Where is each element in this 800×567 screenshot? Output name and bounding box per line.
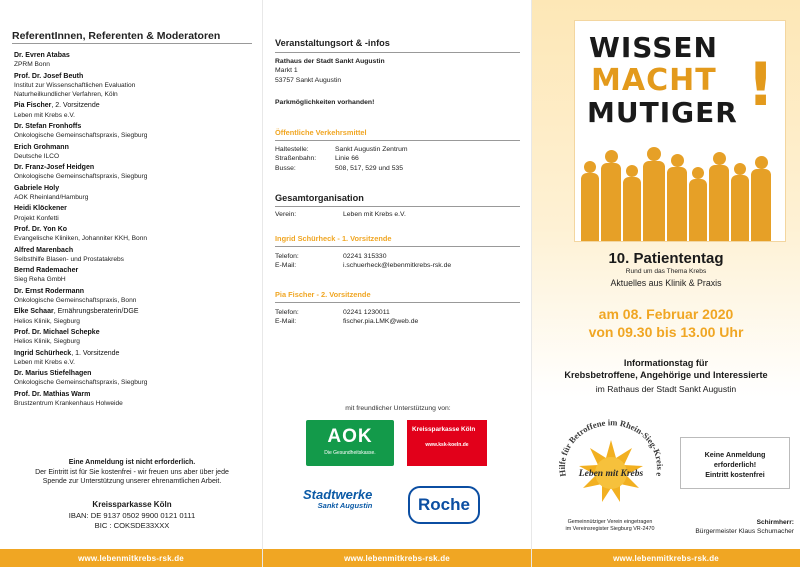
speaker-affiliation: Sieg Reha GmbH <box>14 276 66 284</box>
silhouette <box>601 163 621 241</box>
speaker-name-bold: Dr. Franz-Josef Heidgen <box>14 164 95 172</box>
parking-note: Parkmöglichkeiten vorhanden! <box>275 99 375 106</box>
speaker-name <box>14 369 254 378</box>
speaker-affiliation: Projekt Konfetti <box>14 214 59 222</box>
info-row <box>275 261 451 270</box>
bank-name: Kreissparkasse Köln <box>92 500 172 509</box>
stadtwerke-logo-subtitle: Sankt Augustin <box>317 501 373 510</box>
speaker-name-bold: Prof. Dr. Mathias Warm <box>14 390 91 398</box>
info-key: Telefon: <box>275 309 299 316</box>
speaker-affiliation: Helios Klinik, Siegburg <box>14 317 80 325</box>
speaker-role: , 2. Vorsitzende <box>51 102 100 110</box>
aok-logo-subtitle: Die Gesundheitskasse. <box>324 450 376 456</box>
info-row <box>275 164 408 173</box>
divider <box>275 52 520 53</box>
silhouette <box>734 163 746 175</box>
speaker-name <box>14 143 254 152</box>
event-time: von 09.30 bis 13.00 Uhr <box>588 324 744 340</box>
speaker-role: , Ernährungsberaterin/DGE <box>53 308 139 316</box>
info-key: Haltestelle: <box>275 146 309 153</box>
speaker-name <box>14 246 254 255</box>
silhouette <box>667 167 687 241</box>
speaker-name-bold: Alfred Marenbach <box>14 246 74 254</box>
event-subtitle: Rund um das Thema Krebs <box>625 268 707 275</box>
venue-address <box>275 57 385 85</box>
speaker-name-bold: Erich Grohmann <box>14 143 69 151</box>
aok-logo-text: AOK <box>327 426 373 447</box>
event-date: am 08. Februar 2020 <box>598 306 734 322</box>
venue-street: Markt 1 <box>275 67 298 75</box>
logo-exclamation: ! <box>747 50 776 120</box>
footer-url[interactable] <box>263 549 531 567</box>
contact2-title: Pia Fischer - 2. Vorsitzende <box>275 290 371 299</box>
contact2-table <box>275 308 418 327</box>
venue-panel <box>262 0 532 567</box>
organization-row <box>275 210 406 219</box>
contact1-table <box>275 252 451 271</box>
no-registration-line: Eintritt kostenfrei <box>705 470 765 479</box>
info-value: 02241 315330 <box>343 253 387 260</box>
info-value: 02241 1230011 <box>343 309 390 316</box>
roche-logo[interactable] <box>408 486 480 524</box>
speaker-name-bold: Dr. Evren Atabas <box>14 52 70 59</box>
verein-note-line: Gemeinnütziger Verein eingetragen <box>567 519 653 525</box>
speaker-name-bold: Dr. Stefan Fronhoffs <box>14 122 82 130</box>
silhouette <box>584 161 596 173</box>
speaker-affiliation: Onkologische Gemeinschaftspraxis, Siegburg <box>14 173 148 181</box>
speaker-entry <box>14 51 254 69</box>
silhouette <box>623 177 641 241</box>
speaker-list <box>14 51 254 410</box>
silhouette <box>581 173 599 241</box>
no-registration-line: Keine Anmeldung <box>704 450 766 459</box>
silhouette <box>755 156 768 169</box>
speaker-affiliation: Onkologische Gemeinschaftspraxis, Siegburg <box>14 132 148 140</box>
info-row <box>275 145 408 154</box>
speaker-entry <box>14 287 254 305</box>
bic: BIC : COKSDE33XXX <box>94 521 170 530</box>
info-value: fischer.pia.LMK@web.de <box>343 318 419 326</box>
speakers-panel <box>0 0 262 567</box>
bank-details <box>8 500 256 532</box>
speaker-name <box>14 163 254 172</box>
speaker-affiliation: AOK Rheinland/Hamburg <box>14 193 89 201</box>
speaker-name-bold: Gabriele Holy <box>14 184 60 192</box>
info-title-line: Krebsbetroffene, Angehörige und Interessierte <box>564 370 768 380</box>
transit-table <box>275 145 408 173</box>
speaker-entry <box>14 101 254 119</box>
speaker-affiliation: Selbsthilfe Blasen- und Prostatakrebs <box>14 255 124 263</box>
speaker-name <box>14 266 254 275</box>
info-value: Sankt Augustin Zentrum <box>335 146 408 153</box>
organization-title: Gesamtorganisation <box>275 193 364 203</box>
registration-note <box>8 458 256 487</box>
divider <box>275 140 520 141</box>
info-key: E-Mail: <box>275 262 297 270</box>
info-row <box>275 154 408 163</box>
info-value: 508, 517, 529 und 535 <box>335 164 404 172</box>
divider <box>275 302 520 303</box>
silhouette <box>671 154 684 167</box>
speaker-entry <box>14 184 254 202</box>
speaker-affiliation: Deutsche ILCO <box>14 152 60 160</box>
info-value: Linie 66 <box>335 155 359 163</box>
silhouette <box>689 179 707 241</box>
stadtwerke-logo-text: Stadtwerke <box>303 487 373 502</box>
speaker-entry <box>14 349 254 367</box>
speaker-affiliation: Naturheilkundlicher Verfahren, Köln <box>14 91 118 98</box>
registration-note-line: Der Eintritt ist für Sie kostenfrei - wir freuen uns aber über jede <box>35 468 229 476</box>
transit-title: Öffentliche Verkehrsmittel <box>275 128 367 137</box>
speaker-name-bold: Dr. Ernst Rodermann <box>14 287 85 295</box>
event-title: 10. Patiententag <box>608 250 724 267</box>
info-row <box>275 252 451 261</box>
registration-note-line: Spende zur Unterstützung unserer ehrenamtlichen Arbeit. <box>42 478 222 485</box>
speaker-name <box>14 328 254 337</box>
footer-url-text: www.lebenmitkrebs-rsk.de <box>613 553 719 563</box>
speaker-affiliation: ZPRM Bonn <box>14 61 50 69</box>
no-registration-box <box>680 437 790 489</box>
sponsor-title: mit freundlicher Unterstützung von: <box>345 405 451 412</box>
silhouette <box>605 150 618 163</box>
speaker-name <box>14 225 254 234</box>
info-key: Busse: <box>275 164 296 172</box>
speaker-entry <box>14 122 254 140</box>
cover-panel <box>532 0 800 567</box>
logo-line-1: WISSEN <box>589 31 718 64</box>
silhouette <box>692 167 704 179</box>
info-value: i.schuerheck@lebenmitkrebs-rsk.de <box>343 262 452 270</box>
patron <box>664 518 794 536</box>
venue-name: Rathaus der Stadt Sankt Augustin <box>275 58 385 65</box>
patron-title: Schirmherr: <box>756 519 794 526</box>
roche-logo-text: Roche <box>418 495 470 514</box>
info-row <box>275 317 418 326</box>
footer-url[interactable] <box>532 549 800 567</box>
speaker-name <box>14 72 254 81</box>
speaker-name-bold: Pia Fischer <box>14 102 52 110</box>
people-silhouettes <box>575 141 787 241</box>
speaker-affiliation: Onkologische Gemeinschaftspraxis, Siegburg <box>14 379 148 387</box>
speaker-name <box>14 349 254 358</box>
verein-arc-text: Hilfe für Betroffene im Rhein-Sieg-Kreis e <box>556 418 666 478</box>
speaker-entry <box>14 163 254 181</box>
speaker-name <box>14 307 254 316</box>
silhouette <box>643 161 665 241</box>
silhouette <box>647 147 661 161</box>
speakers-title: ReferentInnen, Referenten & Moderatoren <box>12 30 221 42</box>
speaker-affiliation: Institut zur Wissenschaftlichen Evaluation <box>14 81 136 89</box>
footer-url-text: www.lebenmitkrebs-rsk.de <box>78 553 184 563</box>
speaker-entry <box>14 143 254 161</box>
speaker-name-bold: Bernd Rademacher <box>14 267 79 275</box>
verein-note-line: im Vereinsregister Siegburg VR-2470 <box>565 526 655 532</box>
wissen-macht-mutiger-logo <box>574 20 786 242</box>
registration-note-title: Eine Anmeldung ist nicht erforderlich. <box>68 459 196 466</box>
leben-mit-krebs-logo <box>546 418 676 518</box>
divider <box>12 43 252 44</box>
speaker-entry <box>14 246 254 264</box>
speaker-entry <box>14 307 254 325</box>
event-subtitle-2: Aktuelles aus Klinik & Praxis <box>610 278 722 288</box>
speaker-name <box>14 51 254 60</box>
divider <box>275 246 520 247</box>
info-key: Straßenbahn: <box>275 155 317 163</box>
speaker-affiliation: Leben mit Krebs e.V. <box>14 358 75 366</box>
speaker-name-bold: Ingrid Schürheck <box>14 349 72 357</box>
aok-logo[interactable] <box>306 420 394 466</box>
silhouette <box>709 165 729 241</box>
speaker-name <box>14 122 254 131</box>
speaker-affiliation: Evangelische Kliniken, Johanniter KKH, Bonn <box>14 235 148 243</box>
no-registration-line: erforderlich! <box>713 460 757 469</box>
footer-url-text: www.lebenmitkrebs-rsk.de <box>344 553 450 563</box>
venue-title: Veranstaltungsort & -infos <box>275 38 390 48</box>
footer-url[interactable] <box>0 549 262 567</box>
speaker-entry <box>14 266 254 284</box>
speaker-name <box>14 390 254 399</box>
kreissparkasse-url: www.ksk-koeln.de <box>425 442 469 448</box>
divider <box>275 206 520 207</box>
speaker-entry <box>14 369 254 387</box>
verein-register-note <box>536 519 684 533</box>
speaker-entry <box>14 390 254 408</box>
logo-line-2: MACHT <box>591 63 717 98</box>
speaker-name <box>14 101 254 110</box>
venue-city: 53757 Sankt Augustin <box>275 76 342 84</box>
verein-center-text: Leben mit Krebs <box>578 469 644 479</box>
patron-name: Bürgermeister Klaus Schumacher <box>695 528 794 535</box>
speaker-name <box>14 204 254 213</box>
speaker-entry <box>14 328 254 346</box>
speaker-entry <box>14 72 254 100</box>
speaker-affiliation: Onkologische Gemeinschaftspraxis, Bonn <box>14 296 137 304</box>
info-subtitle: im Rathaus der Stadt Sankt Augustin <box>595 384 737 394</box>
speaker-affiliation: Helios Klinik, Siegburg <box>14 338 80 346</box>
info-key: E-Mail: <box>275 318 297 326</box>
org-key: Verein: <box>275 211 297 218</box>
silhouette <box>751 169 771 241</box>
speaker-name-bold: Dr. Marius Stiefelhagen <box>14 370 92 378</box>
speaker-affiliation: Brustzentrum Krankenhaus Holweide <box>14 399 123 407</box>
info-key: Telefon: <box>275 253 299 260</box>
speaker-entry <box>14 225 254 243</box>
speaker-name-bold: Elke Schaar <box>14 308 54 316</box>
speaker-name <box>14 184 254 193</box>
silhouette <box>626 165 638 177</box>
logo-line-3: MUTIGER <box>587 96 738 129</box>
silhouette <box>713 152 726 165</box>
sun-logo-graphic <box>546 418 676 518</box>
speaker-name-bold: Heidi Klöckener <box>14 205 67 213</box>
kreissparkasse-logo[interactable] <box>407 420 487 466</box>
speaker-name-bold: Prof. Dr. Michael Schepke <box>14 328 100 336</box>
speaker-name-bold: Prof. Dr. Josef Beuth <box>14 72 84 80</box>
speaker-name <box>14 287 254 296</box>
info-row <box>275 308 418 317</box>
contact1-title: Ingrid Schürheck - 1. Vorsitzende <box>275 234 392 243</box>
silhouette <box>731 175 749 241</box>
org-value: Leben mit Krebs e.V. <box>343 211 406 218</box>
speaker-entry <box>14 204 254 222</box>
info-title <box>532 357 800 381</box>
speaker-affiliation: Leben mit Krebs e.V. <box>14 111 75 119</box>
speaker-name-bold: Prof. Dr. Yon Ko <box>14 225 68 233</box>
speaker-role: , 1. Vorsitzende <box>71 349 120 357</box>
iban: IBAN: DE 9137 0502 9900 0121 0111 <box>68 510 196 520</box>
stadtwerke-logo[interactable] <box>303 488 372 510</box>
info-title-line: Informationstag für <box>623 358 709 368</box>
kreissparkasse-logo-text: Kreissparkasse Köln <box>412 426 476 433</box>
